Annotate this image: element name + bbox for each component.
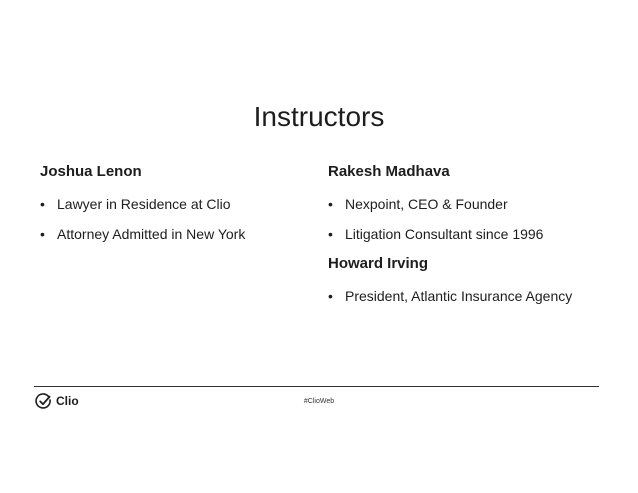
instructor-bullets xyxy=(328,194,628,244)
instructor-bullets xyxy=(328,286,628,306)
bullet-text: Nexpoint, CEO & Founder xyxy=(345,196,508,212)
bullet-item xyxy=(328,224,628,244)
hashtag: #ClioWeb xyxy=(303,398,335,405)
bullet-text: Litigation Consultant since 1996 xyxy=(345,226,544,242)
instructor-block xyxy=(328,254,628,306)
instructor-name: Howard Irving xyxy=(328,255,429,272)
bullet-item xyxy=(328,286,628,306)
left-column xyxy=(40,162,300,254)
bullet-text: President, Atlantic Insurance Agency xyxy=(345,288,573,304)
instructor-block xyxy=(40,162,300,244)
bullet-item xyxy=(40,194,300,214)
instructor-name: Rakesh Madhava xyxy=(328,163,450,180)
bullet-dot: • xyxy=(40,196,45,212)
bullet-text: Lawyer in Residence at Clio xyxy=(57,196,231,212)
footer-divider xyxy=(34,386,599,387)
instructor-block xyxy=(328,162,628,244)
bullet-item xyxy=(40,224,300,244)
bullet-dot: • xyxy=(328,226,333,242)
bullet-dot: • xyxy=(328,288,333,304)
instructor-name: Joshua Lenon xyxy=(40,163,142,180)
bullet-text: Attorney Admitted in New York xyxy=(57,226,246,242)
bullet-dot: • xyxy=(40,226,45,242)
instructor-bullets xyxy=(40,194,300,244)
bullet-item xyxy=(328,194,628,214)
slide-title: Instructors xyxy=(253,101,385,132)
logo-text: Clio xyxy=(56,394,79,408)
bullet-dot: • xyxy=(328,196,333,212)
right-column xyxy=(328,162,628,316)
